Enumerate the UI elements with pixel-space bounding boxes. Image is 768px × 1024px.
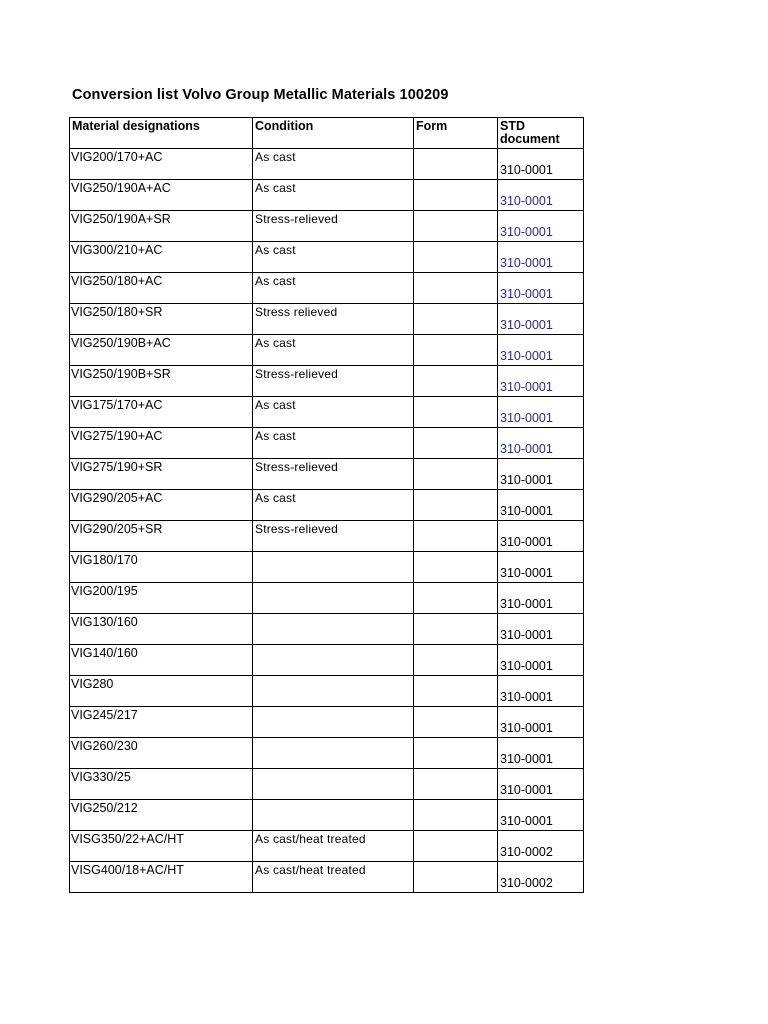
cell-form	[414, 273, 498, 304]
material-designation: VIG180/170	[71, 553, 138, 567]
cell-condition	[253, 428, 414, 459]
material-designation: VIG250/180+AC	[71, 274, 163, 288]
form-text	[414, 521, 497, 522]
material-designation: VIG250/190B+AC	[71, 336, 171, 350]
cell-material	[70, 428, 253, 459]
cell-form	[414, 211, 498, 242]
cell-condition	[253, 521, 414, 552]
table-row	[70, 180, 584, 211]
std-document-link[interactable]: 310-0001	[500, 411, 553, 425]
std-document: 310-0001	[500, 535, 553, 549]
cell-form	[414, 862, 498, 893]
cell-std	[498, 304, 584, 335]
cell-condition	[253, 335, 414, 366]
condition-text: Stress-relieved	[255, 460, 339, 474]
table-header-row	[70, 118, 584, 149]
cell-condition	[253, 831, 414, 862]
cell-material	[70, 335, 253, 366]
header-form-label: Form	[416, 119, 448, 133]
table-row	[70, 738, 584, 769]
std-document: 310-0001	[500, 628, 553, 642]
cell-condition	[253, 738, 414, 769]
cell-std	[498, 583, 584, 614]
cell-form	[414, 490, 498, 521]
cell-condition	[253, 583, 414, 614]
table-row	[70, 645, 584, 676]
cell-form	[414, 397, 498, 428]
material-designation: VIG290/205+SR	[71, 522, 163, 536]
condition-text: Stress-relieved	[255, 212, 339, 226]
cell-material	[70, 738, 253, 769]
cell-std	[498, 614, 584, 645]
cell-std	[498, 738, 584, 769]
material-designation: VIG200/170+AC	[71, 150, 163, 164]
form-text	[414, 273, 497, 274]
cell-std	[498, 552, 584, 583]
condition-text: As cast	[255, 336, 296, 350]
condition-text: Stress relieved	[255, 305, 338, 319]
cell-condition	[253, 862, 414, 893]
form-text	[414, 707, 497, 708]
table-row	[70, 490, 584, 521]
cell-std	[498, 428, 584, 459]
table-row	[70, 614, 584, 645]
table-row	[70, 149, 584, 180]
cell-material	[70, 180, 253, 211]
std-document-link[interactable]: 310-0001	[500, 256, 553, 270]
cell-condition	[253, 397, 414, 428]
cell-std	[498, 242, 584, 273]
cell-form	[414, 335, 498, 366]
form-text	[414, 862, 497, 863]
cell-std	[498, 180, 584, 211]
material-designation: VIG280	[71, 677, 114, 691]
form-text	[414, 583, 497, 584]
cell-form	[414, 676, 498, 707]
std-document: 310-0001	[500, 473, 553, 487]
form-text	[414, 676, 497, 677]
std-document: 310-0001	[500, 814, 553, 828]
table-row	[70, 366, 584, 397]
cell-material	[70, 366, 253, 397]
form-text	[414, 645, 497, 646]
table-row	[70, 273, 584, 304]
table-row	[70, 459, 584, 490]
cell-form	[414, 831, 498, 862]
cell-form	[414, 583, 498, 614]
cell-material	[70, 707, 253, 738]
condition-text	[253, 738, 413, 739]
header-material	[70, 118, 253, 149]
std-document-link[interactable]: 310-0001	[500, 380, 553, 394]
cell-std	[498, 149, 584, 180]
std-document: 310-0001	[500, 163, 553, 177]
cell-material	[70, 552, 253, 583]
material-designation: VIG250/212	[71, 801, 138, 815]
document-title: Conversion list Volvo Group Metallic Materials 100209	[72, 87, 449, 103]
cell-condition	[253, 366, 414, 397]
material-designation: VIG260/230	[71, 739, 138, 753]
cell-condition	[253, 707, 414, 738]
material-designation: VIG250/190B+SR	[71, 367, 171, 381]
cell-material	[70, 583, 253, 614]
header-material-label: Material designations	[72, 119, 200, 133]
material-designation: VIG250/190A+AC	[71, 181, 171, 195]
cell-form	[414, 769, 498, 800]
cell-form	[414, 552, 498, 583]
condition-text	[253, 645, 413, 646]
std-document-link[interactable]: 310-0001	[500, 442, 553, 456]
cell-form	[414, 614, 498, 645]
table-row	[70, 831, 584, 862]
cell-std	[498, 831, 584, 862]
cell-material	[70, 676, 253, 707]
cell-material	[70, 273, 253, 304]
header-std-label: STD document	[500, 119, 560, 146]
material-designation: VIG175/170+AC	[71, 398, 163, 412]
form-text	[414, 614, 497, 615]
cell-std	[498, 800, 584, 831]
table-row	[70, 428, 584, 459]
form-text	[414, 242, 497, 243]
condition-text: As cast	[255, 181, 296, 195]
cell-material	[70, 397, 253, 428]
cell-condition	[253, 614, 414, 645]
std-document: 310-0001	[500, 752, 553, 766]
material-designation: VIG275/190+AC	[71, 429, 163, 443]
cell-form	[414, 521, 498, 552]
form-text	[414, 397, 497, 398]
std-document-link[interactable]: 310-0001	[500, 318, 553, 332]
material-designation: VIG130/160	[71, 615, 138, 629]
table-row	[70, 242, 584, 273]
form-text	[414, 211, 497, 212]
table-body	[70, 149, 584, 893]
table-row	[70, 583, 584, 614]
cell-std	[498, 769, 584, 800]
cell-condition	[253, 304, 414, 335]
condition-text	[253, 800, 413, 801]
form-text	[414, 552, 497, 553]
form-text	[414, 800, 497, 801]
table-row	[70, 521, 584, 552]
header-std	[498, 118, 584, 149]
std-document-link[interactable]: 310-0001	[500, 225, 553, 239]
cell-std	[498, 397, 584, 428]
cell-form	[414, 180, 498, 211]
table-row	[70, 211, 584, 242]
condition-text: As cast	[255, 491, 296, 505]
form-text	[414, 459, 497, 460]
cell-condition	[253, 800, 414, 831]
material-designation: VIG200/195	[71, 584, 138, 598]
header-condition	[253, 118, 414, 149]
cell-condition	[253, 490, 414, 521]
material-designation: VIG250/180+SR	[71, 305, 163, 319]
std-document: 310-0001	[500, 659, 553, 673]
std-document: 310-0002	[500, 876, 553, 890]
cell-material	[70, 645, 253, 676]
cell-condition	[253, 769, 414, 800]
form-text	[414, 366, 497, 367]
cell-form	[414, 645, 498, 676]
std-document: 310-0001	[500, 721, 553, 735]
cell-material	[70, 769, 253, 800]
cell-material	[70, 800, 253, 831]
condition-text: Stress-relieved	[255, 522, 339, 536]
material-designation: VIG140/160	[71, 646, 138, 660]
condition-text	[253, 614, 413, 615]
cell-material	[70, 862, 253, 893]
cell-form	[414, 707, 498, 738]
cell-condition	[253, 676, 414, 707]
table-row	[70, 862, 584, 893]
cell-condition	[253, 211, 414, 242]
cell-form	[414, 428, 498, 459]
std-document-link[interactable]: 310-0001	[500, 349, 553, 363]
cell-form	[414, 304, 498, 335]
std-document: 310-0001	[500, 566, 553, 580]
cell-std	[498, 521, 584, 552]
form-text	[414, 490, 497, 491]
cell-material	[70, 242, 253, 273]
table-row	[70, 304, 584, 335]
header-condition-label: Condition	[255, 119, 314, 133]
cell-condition	[253, 552, 414, 583]
condition-text: As cast/heat treated	[255, 832, 366, 846]
cell-form	[414, 149, 498, 180]
material-designation: VIG275/190+SR	[71, 460, 163, 474]
std-document-link[interactable]: 310-0001	[500, 194, 553, 208]
std-document: 310-0001	[500, 504, 553, 518]
cell-form	[414, 459, 498, 490]
material-designation: VIG300/210+AC	[71, 243, 163, 257]
form-text	[414, 428, 497, 429]
condition-text	[253, 676, 413, 677]
cell-std	[498, 862, 584, 893]
condition-text	[253, 583, 413, 584]
cell-condition	[253, 645, 414, 676]
cell-material	[70, 459, 253, 490]
condition-text: Stress-relieved	[255, 367, 339, 381]
cell-material	[70, 614, 253, 645]
cell-std	[498, 645, 584, 676]
table-row	[70, 800, 584, 831]
cell-std	[498, 676, 584, 707]
cell-form	[414, 800, 498, 831]
form-text	[414, 831, 497, 832]
cell-std	[498, 707, 584, 738]
std-document: 310-0001	[500, 690, 553, 704]
material-designation: VISG350/22+AC/HT	[71, 832, 184, 846]
table-row	[70, 676, 584, 707]
material-designation: VISG400/18+AC/HT	[71, 863, 184, 877]
cell-condition	[253, 459, 414, 490]
std-document: 310-0001	[500, 783, 553, 797]
material-designation: VIG250/190A+SR	[71, 212, 171, 226]
cell-material	[70, 304, 253, 335]
cell-std	[498, 273, 584, 304]
cell-form	[414, 242, 498, 273]
header-form	[414, 118, 498, 149]
cell-std	[498, 490, 584, 521]
table-row	[70, 552, 584, 583]
table-row	[70, 335, 584, 366]
condition-text: As cast	[255, 150, 296, 164]
cell-material	[70, 211, 253, 242]
condition-text	[253, 552, 413, 553]
material-designation: VIG330/25	[71, 770, 131, 784]
form-text	[414, 304, 497, 305]
cell-std	[498, 366, 584, 397]
condition-text: As cast	[255, 274, 296, 288]
conversion-table	[69, 117, 584, 893]
cell-material	[70, 521, 253, 552]
condition-text: As cast/heat treated	[255, 863, 366, 877]
cell-condition	[253, 273, 414, 304]
cell-material	[70, 490, 253, 521]
material-designation: VIG245/217	[71, 708, 138, 722]
condition-text: As cast	[255, 243, 296, 257]
condition-text	[253, 769, 413, 770]
form-text	[414, 769, 497, 770]
form-text	[414, 149, 497, 150]
form-text	[414, 335, 497, 336]
form-text	[414, 738, 497, 739]
cell-condition	[253, 180, 414, 211]
cell-condition	[253, 242, 414, 273]
form-text	[414, 180, 497, 181]
cell-std	[498, 211, 584, 242]
cell-form	[414, 366, 498, 397]
condition-text: As cast	[255, 429, 296, 443]
cell-std	[498, 335, 584, 366]
table-row	[70, 707, 584, 738]
std-document: 310-0002	[500, 845, 553, 859]
std-document: 310-0001	[500, 597, 553, 611]
cell-condition	[253, 149, 414, 180]
cell-std	[498, 459, 584, 490]
cell-material	[70, 831, 253, 862]
material-designation: VIG290/205+AC	[71, 491, 163, 505]
table-row	[70, 769, 584, 800]
cell-form	[414, 738, 498, 769]
std-document-link[interactable]: 310-0001	[500, 287, 553, 301]
cell-material	[70, 149, 253, 180]
condition-text: As cast	[255, 398, 296, 412]
condition-text	[253, 707, 413, 708]
table-row	[70, 397, 584, 428]
